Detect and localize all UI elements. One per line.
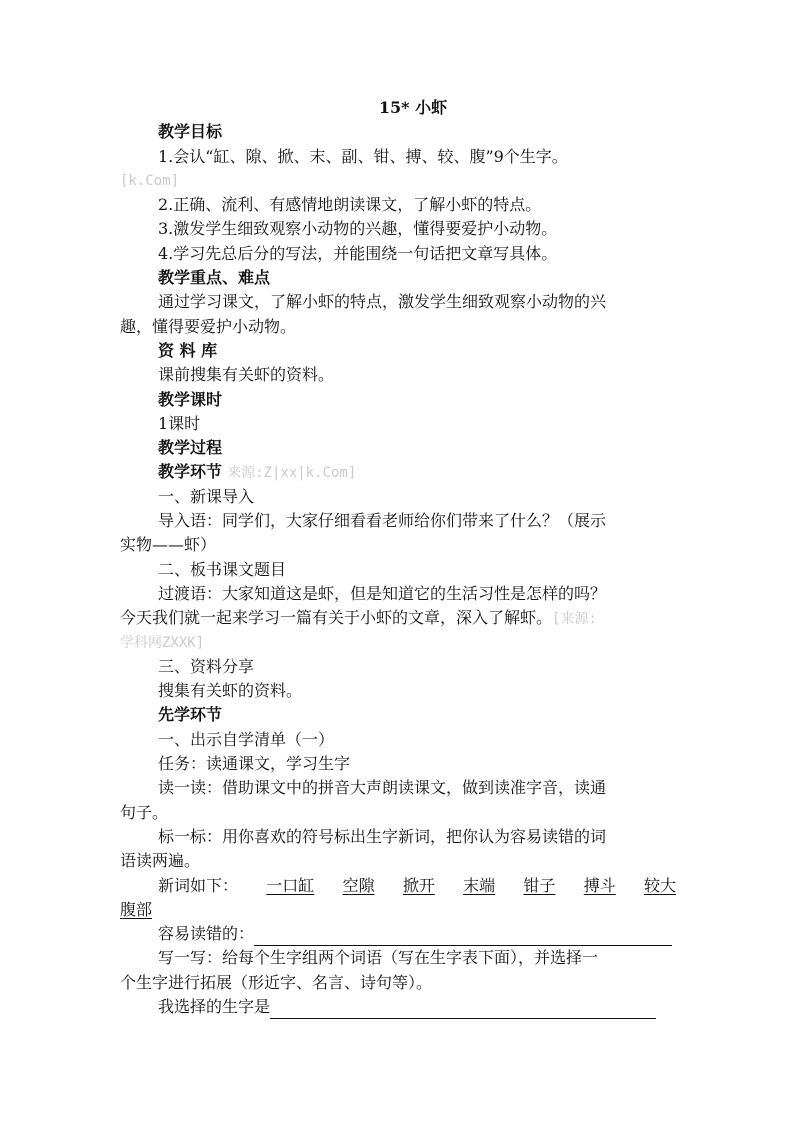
pre-study-heading: 先学环节	[158, 705, 223, 725]
vocab-label: 新词如下：	[158, 875, 239, 895]
step3-text: 搜集有关虾的资料。	[158, 681, 303, 701]
vocab-word: 钳子	[523, 875, 556, 895]
watermark-1: [k.Com]	[120, 172, 180, 189]
vocab-word: 较大	[643, 875, 676, 895]
vocab-word: 一口缸	[266, 875, 315, 895]
hours-text: 1课时	[158, 413, 201, 433]
vocab-line-2	[120, 898, 676, 922]
vocab-line	[120, 874, 676, 898]
document-page	[120, 96, 676, 1019]
read-text-2: 句子。	[120, 802, 169, 822]
watermark-2: 来源:Z|xx|k.Com]	[227, 465, 357, 482]
step3-title: 三、资料分享	[158, 656, 255, 676]
mark-text-1: 标一标：用你喜欢的符号标出生字新词，把你认为容易读错的词	[158, 826, 607, 846]
pre1-title: 一、出示自学清单（一）	[158, 729, 335, 749]
vocab-word: 空隙	[342, 875, 375, 895]
document-title: 15* 小虾	[378, 98, 448, 117]
vocab-word: 腹部	[120, 899, 153, 919]
vocab-word: 末端	[463, 875, 496, 895]
key-points-text-1: 通过学习课文，了解小虾的特点，激发学生细致观察小动物的兴	[158, 292, 607, 312]
process-heading: 教学过程	[158, 438, 223, 458]
stage-heading-line	[120, 460, 676, 484]
step2-text-2: 今天我们就一起来学习一篇有关于小虾的文章，深入了解虾。	[120, 608, 553, 628]
mark-text-2: 语读两遍。	[120, 851, 201, 871]
step1-title: 一、新课导入	[158, 486, 255, 506]
step2-text-2-line	[120, 606, 676, 630]
watermark-3b: 学科网ZXXK]	[120, 634, 205, 651]
step2-title: 二、板书课文题目	[158, 559, 287, 579]
task-text: 任务：读通课文，学习生字	[158, 754, 351, 774]
hours-heading: 教学课时	[158, 389, 223, 409]
key-points-heading: 教学重点、难点	[158, 268, 271, 288]
chosen-label: 我选择的生字是	[158, 996, 271, 1016]
goal-2: 2.正确、流利、有感情地朗读课文，了解小虾的特点。	[158, 195, 542, 215]
write-text-1: 写一写：给每个生字组两个词语（写在生字表下面），并选择一	[158, 948, 599, 968]
vocab-word: 掀开	[402, 875, 435, 895]
goals-heading: 教学目标	[158, 122, 223, 142]
step1-text-2: 实物——虾）	[120, 535, 217, 555]
step2-text-1: 过渡语：大家知道这是虾，但是知道它的生活习性是怎样的吗？	[158, 583, 607, 603]
step1-text-1: 导入语：同学们，大家仔细看看老师给你们带来了什么？（展示	[158, 511, 607, 531]
resources-heading: 资 料 库	[158, 340, 218, 360]
goal-1: 1.会认“缸、隙、掀、末、副、钳、搏、较、腹”9个生字。	[158, 146, 568, 166]
watermark-3a: [来源:	[552, 611, 597, 628]
vocab-word: 搏斗	[583, 875, 616, 895]
easy-words-blank[interactable]	[254, 927, 672, 946]
chosen-char-blank[interactable]	[270, 1000, 656, 1019]
chosen-line	[120, 995, 676, 1019]
goal-3: 3.激发学生细致观察小动物的兴趣，懂得要爱护小动物。	[158, 219, 558, 239]
easy-line	[120, 922, 676, 946]
write-text-2: 个生字进行拓展（形近字、名言、诗句等）。	[120, 972, 433, 992]
resources-text: 课前搜集有关虾的资料。	[158, 365, 335, 385]
easy-label: 容易读错的：	[158, 924, 255, 944]
read-text-1: 读一读：借助课文中的拼音大声朗读课文，做到读准字音，读通	[158, 778, 607, 798]
goal-4: 4.学习先总后分的写法，并能围绕一句话把文章写具体。	[158, 243, 558, 263]
stage-heading: 教学环节	[158, 462, 223, 482]
key-points-text-2: 趣，懂得要爱护小动物。	[120, 316, 297, 336]
